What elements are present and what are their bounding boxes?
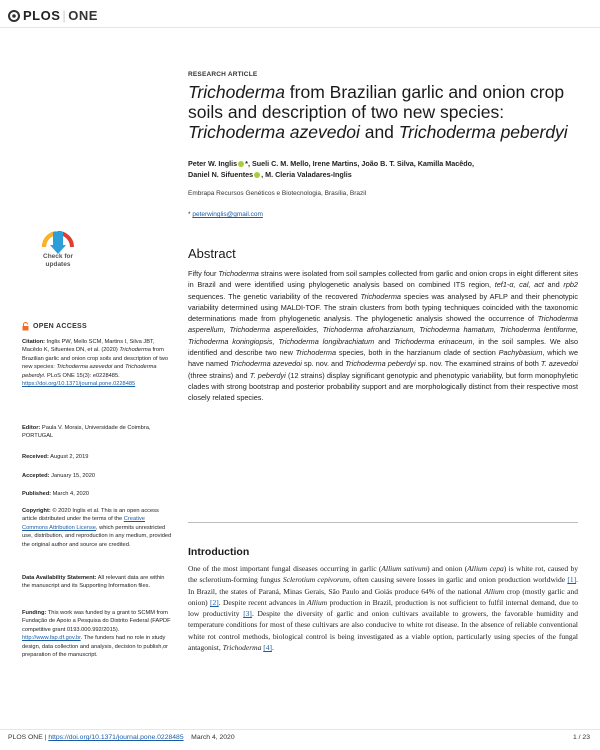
open-lock-icon: [22, 322, 29, 331]
italic-term: Trichoderma azevedoi: [230, 359, 302, 369]
affiliation: Embrapa Recursos Genéticos e Biotecnologia, Brasília, Brazil: [188, 190, 367, 197]
text-run: crop (mostly garlic and onion): [188, 586, 578, 607]
italic-term: rpb2: [563, 280, 578, 290]
author-link[interactable]: Daniel N. Sifuentes: [188, 170, 254, 179]
citation-doi-link[interactable]: https://doi.org/10.1371/journal.pone.0228485: [22, 381, 136, 388]
italic-term: Trichoderma peberdyi: [345, 359, 416, 369]
text-run: (12 strains) display significant genotypic and phenotypic variability, but form monophyletic clades with strong bootstrap and posterior probability support and are morphologically distinct from their respective most closely related species.: [188, 370, 578, 403]
orcid-icon[interactable]: [254, 172, 260, 178]
page-footer: [8, 734, 235, 741]
italic-term: Allium: [307, 597, 328, 607]
received-block: [22, 453, 172, 461]
title-genus: Trichoderma: [188, 82, 285, 102]
text-run: One of the most important fungal diseases occurring in garlic (: [188, 564, 382, 573]
accepted-label: Accepted:: [22, 473, 50, 479]
corresponding-mark: *: [245, 159, 248, 168]
received-date: August 2, 2019: [48, 454, 89, 460]
text-run: Fifty four: [188, 269, 219, 278]
citation-italic: Trichoderma azevedoi: [56, 364, 113, 371]
author-link[interactable]: , Sueli C. M. Mello, Irene Martins, João B. T. Silva, Kamilla Macêdo,: [247, 159, 475, 168]
text-run: production in Brazil, production is not sufficient to fulfil internal demand, due to low productivity: [188, 597, 578, 619]
text-run: ) is white rot, caused by the sclerotium-forming fungus: [188, 564, 578, 585]
title-and: and: [359, 122, 399, 142]
footer-doi-link[interactable]: https://doi.org/10.1371/journal.pone.0228485: [48, 734, 184, 741]
open-access-badge: [22, 322, 87, 331]
text-run: .: [271, 643, 274, 653]
citation-label: Citation:: [22, 339, 46, 345]
badge-line-2: updates: [45, 260, 71, 268]
author-link[interactable]: , M. Cleria Valadares-Inglis: [261, 170, 352, 179]
text-run: sp. nov. and: [301, 359, 346, 369]
citation-italic: Trichoderma: [119, 347, 151, 354]
italic-term: Trichoderma: [218, 269, 259, 278]
accepted-date: January 15, 2020: [49, 473, 96, 479]
author-link[interactable]: Peter W. Inglis: [188, 159, 238, 168]
footer-separator: |: [42, 734, 49, 741]
italic-term: tef1-α, cal, act: [494, 280, 544, 290]
published-label: Published:: [22, 491, 52, 497]
text-run: (three strains) and: [188, 370, 250, 380]
open-access-label: OPEN ACCESS: [33, 323, 87, 330]
italic-term: T. azevedoi: [540, 359, 578, 369]
orcid-icon[interactable]: [238, 161, 244, 167]
italic-term: Trichoderma erinaceum: [394, 336, 473, 346]
italic-term: Allium sativum: [381, 564, 428, 573]
italic-term: Sclerotium cepivorum: [282, 575, 350, 585]
funding-text: . The funders had no role in study design, data collection and analysis, decision to publish,or preparation of the manuscript.: [22, 635, 169, 659]
plos-one-logo[interactable]: [8, 8, 98, 23]
received-label: Received:: [22, 454, 49, 460]
title-species-2: Trichoderma peberdyi: [398, 122, 568, 142]
title-text: from Brazilian garlic and onion crop soils and description of two new species:: [188, 82, 565, 122]
footer-date: March 4, 2020: [191, 734, 235, 741]
title-species-1: Trichoderma azevedoi: [188, 122, 360, 142]
text-run: ) and onion (: [427, 564, 468, 573]
abstract-divider: [188, 522, 578, 523]
article-type: RESEARCH ARTICLE: [188, 71, 258, 78]
published-date: March 4, 2020: [51, 491, 90, 497]
reference-link[interactable]: [2]: [209, 597, 219, 607]
reference-link[interactable]: [4]: [263, 643, 272, 653]
text-run: . In Brazil, the states of Paraná, Minas Gerais, São Paulo and Goiás produce 64% of the national: [188, 575, 578, 596]
text-run: species was analysed by AFLP and their phenotypic variability determined using MALDI-TOF. The strain clusters from both typing techniques coincided with the taxonomic determinations made from phylogenetic analysis. The phylogenetic analysis showed the occurrence of: [188, 291, 579, 324]
text-run: . Despite recent advances in: [218, 597, 308, 607]
editor-block: [22, 424, 172, 441]
data-availability-label: Data Availability Statement:: [22, 575, 97, 581]
footer-journal: PLOS ONE: [8, 734, 43, 741]
text-run: , in the soil samples. We also identified and describe two new: [188, 336, 579, 358]
funding-text: This work was funded by a grant to SCMM from Fundação de Apoio a Pesquisa do Distrito Federal (FAPDF competitive grant 0193.000.992/2015).: [22, 610, 171, 633]
copyright-text: , which permits unrestricted use, distribution, and reproduction in any medium, provided the original author and source are credited.: [22, 524, 172, 548]
text-run: sequences. The genetic variability of the recovered: [188, 291, 361, 301]
citation-italic: Trichoderma peberdyi: [22, 364, 157, 379]
license-link[interactable]: Creative Commons Attribution License: [22, 516, 145, 531]
footer-divider: [0, 729, 600, 730]
text-run: and: [374, 336, 395, 346]
italic-term: Trichoderma: [360, 291, 401, 301]
abstract-heading: Abstract: [188, 246, 236, 261]
text-run: and: [543, 280, 564, 290]
italic-term: Trichoderma: [222, 643, 262, 653]
citation-text: from Brazilian garlic and onion crop soils and description of two new species:: [22, 347, 169, 371]
text-run: , which we have named: [188, 348, 578, 369]
funding-link[interactable]: http://www.fap.df.gov.br: [22, 635, 81, 642]
published-block: [22, 490, 172, 498]
text-run: species, both in the harzianum clade of section: [336, 348, 499, 358]
data-availability-block: [22, 574, 172, 591]
badge-line-1: Check for: [43, 253, 73, 260]
text-run: , often causing severe losses in garlic and onion production worldwide: [349, 575, 568, 585]
text-run: sp. nov. The examined strains of both: [415, 359, 541, 369]
italic-term: Pachybasium: [498, 348, 543, 358]
introduction-text: [188, 563, 578, 653]
logo-separator: |: [62, 8, 67, 23]
header-divider: [0, 27, 600, 28]
editor-label: Editor:: [22, 425, 41, 431]
logo-one: ONE: [68, 8, 98, 23]
funding-label: Funding:: [22, 610, 47, 616]
page-number: 1 / 23: [572, 734, 590, 741]
email-link[interactable]: peterwinglis@gmail.com: [192, 211, 263, 218]
corresponding-email: [188, 211, 263, 218]
copyright-block: [22, 507, 172, 549]
plos-logo-icon: [8, 10, 20, 22]
citation-text: . PLoS ONE 15(3): e0228485.: [43, 372, 120, 379]
editor-text: Paula V. Morais, Universidade de Coimbra, PORTUGAL: [22, 425, 151, 440]
author-list: [188, 158, 568, 180]
italic-term: Trichoderma: [295, 348, 337, 358]
text-run: . Despite the diversity of garlic and onion cultivars available to growers, the favorable humidity and temperature conditions for most of these cultivars are also conducive to white rot disease. In the absence of reliable conventional white rot control methods, biological control is being investigated as a viable option, particularly using species of the fungal antagonist,: [188, 609, 578, 653]
citation-block: [22, 338, 172, 388]
introduction-heading: Introduction: [188, 546, 250, 558]
data-availability-text: All relevant data are within the manuscript and its Supporting Information files.: [22, 575, 165, 590]
funding-block: [22, 609, 172, 659]
reference-link[interactable]: [1]: [567, 575, 577, 585]
copyright-text: © 2020 Inglis et al. This is an open access article distributed under the terms of the: [22, 508, 159, 523]
copyright-label: Copyright:: [22, 508, 51, 514]
italic-term: Allium: [484, 586, 505, 596]
citation-text: and: [112, 364, 125, 371]
reference-link[interactable]: [3]: [243, 609, 252, 619]
abstract-text: [188, 268, 578, 404]
text-run: strains were isolated from soil samples collected from garlic and onion crops in eight different sites in Brazil and were identified using phylogenetic analysis based on combined ITS region,: [188, 269, 578, 290]
check-for-updates-label[interactable]: [22, 253, 94, 268]
accepted-block: [22, 472, 172, 480]
article-title: [188, 82, 583, 142]
email-mark: *: [188, 211, 193, 218]
italic-term: Trichoderma asperellum, Trichoderma asperelloides, Trichoderma afroharzianum, Trichoderma hamatum, Trichoderma lentiforme, Trichoderma koningiopsis, Trichoderma longibrachiatum: [188, 314, 578, 346]
logo-plos: PLOS: [23, 8, 61, 23]
italic-term: Allium cepa: [467, 564, 504, 573]
italic-term: T. peberdyi: [249, 370, 286, 380]
citation-text: Inglis PW, Mello SCM, Martins I, Silva JBT, Macêdo K, Sifuentes DN, et al. (2020): [22, 339, 155, 354]
